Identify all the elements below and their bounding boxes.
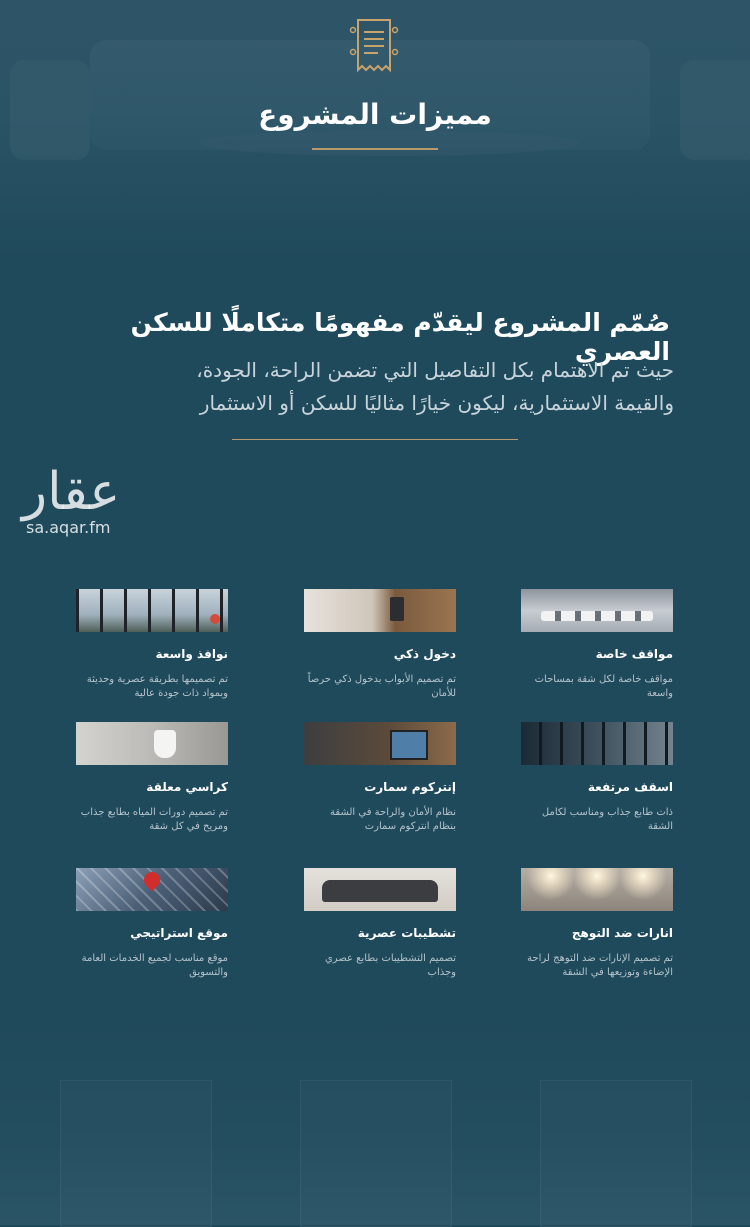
intro-paragraph [60,354,674,420]
feature-description: تم تصميم دورات المياه بطابع جذاب ومريح في كل شقة [80,807,228,832]
feature-description: مواقف خاصة لكل شقة بمساحات واسعة [534,674,673,699]
feature-description: نظام الأمان والراحة في الشقة بنظام انتركوم سمارت [330,807,456,832]
page-title: مميزات المشروع [258,98,492,131]
feature-card-smart-door [304,589,456,701]
feature-card-parking [521,589,673,701]
intro-line: والقيمة الاستثمارية، ليكون خيارًا مثاليًا للسكن أو الاستثمار [199,391,674,415]
feature-card-intercom [304,722,456,834]
feature-title: موقع استراتيجي [130,926,228,940]
ceiling-image [521,722,673,765]
feature-description: تم تصميم الأبواب بدخول ذكي حرصاً للأمان [307,674,456,699]
lights-image [521,868,673,911]
toilet-image [76,722,228,765]
feature-card-lights [521,868,673,980]
intercom-image [304,722,456,765]
title-divider [312,148,438,150]
feature-title: نوافذ واسعة [155,647,228,661]
feature-description: تصميم التشطيبات بطابع عصري وجذاب [324,953,456,978]
background-panel [300,1080,452,1227]
background-table [200,130,580,156]
watermark-brand: عقار [22,462,121,522]
document-icon [348,16,400,78]
feature-description: تم تصميمها بطريقة عصرية وحديثة وبمواد ذات جودة عالية [86,674,228,699]
feature-description: تم تصميم الإنارات ضد التوهج لراحة الإضاءة وتوزيعها في الشقة [527,953,673,978]
feature-title: مواقف خاصة [595,647,673,661]
watermark-url: sa.aqar.fm [26,518,111,537]
feature-title: إنتركوم سمارت [364,780,456,794]
background-panel [60,1080,212,1227]
intro-headline: صُمّم المشروع ليقدّم مفهومًا متكاملًا للسكن العصري [130,308,670,366]
intro-divider [232,439,518,440]
parking-image [521,589,673,632]
feature-card-ceiling [521,722,673,834]
feature-card-windows [76,589,228,701]
feature-title: دخول ذكي [393,647,456,661]
background-panel [540,1080,692,1227]
feature-card-finishing [304,868,456,980]
feature-title: اسقف مرتفعة [587,780,673,794]
feature-title: كراسي معلقة [146,780,228,794]
windows-image [76,589,228,632]
feature-description: ذات طابع جذاب ومناسب لكامل الشقة [541,807,673,832]
sofa-image [304,868,456,911]
smart-door-image [304,589,456,632]
feature-card-toilet [76,722,228,834]
feature-description: موقع مناسب لجميع الخدمات العامة والتسويق [81,953,228,978]
intro-line: حيث تم الاهتمام بكل التفاصيل التي تضمن الراحة، الجودة، [196,358,674,382]
feature-card-location [76,868,228,980]
feature-title: انارات ضد التوهج [571,926,673,940]
feature-title: تشطيبات عصرية [357,926,456,940]
map-pin-image [76,868,228,911]
